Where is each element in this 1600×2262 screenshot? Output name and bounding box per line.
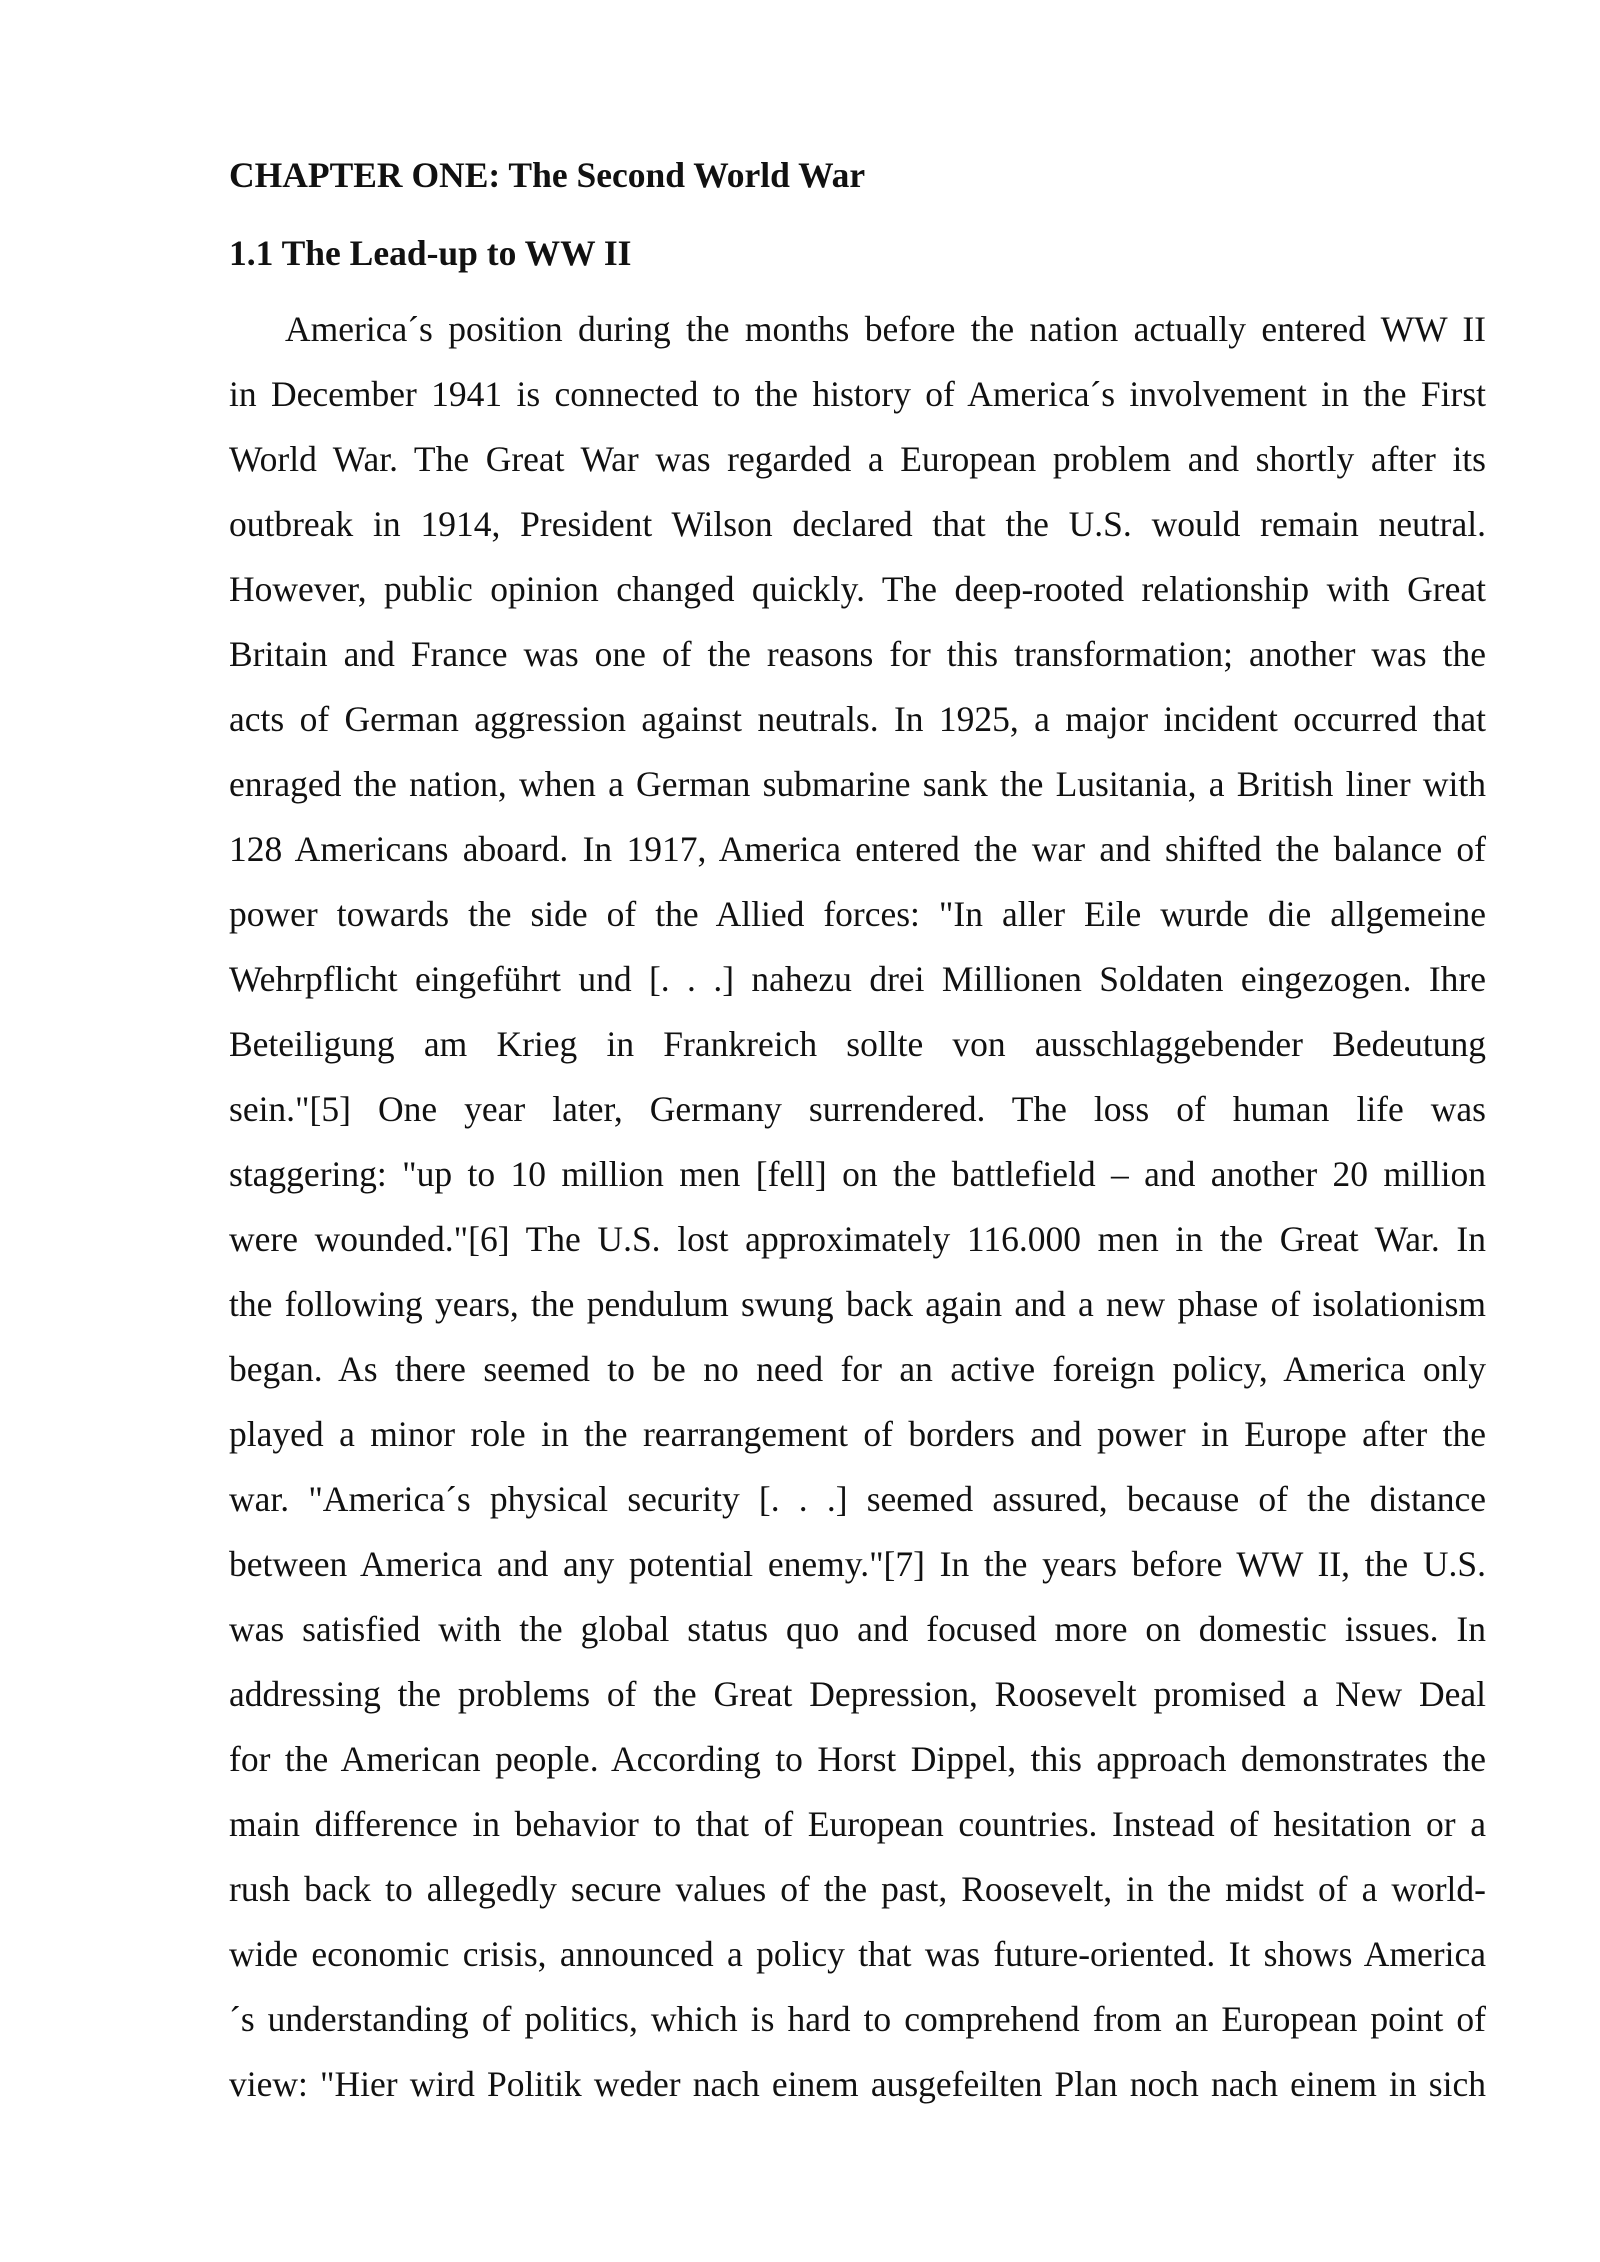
- body-line: sein."[5] One year later, Germany surrendered. The loss of human life was: [229, 1089, 1486, 1129]
- body-line: were wounded."[6] The U.S. lost approximately 116.000 men in the Great War. In: [229, 1219, 1486, 1259]
- body-line: Beteiligung am Krieg in Frankreich sollte von ausschlaggebender Bedeutung: [229, 1024, 1486, 1064]
- body-line: ´s understanding of politics, which is hard to comprehend from an European point of: [229, 1999, 1486, 2039]
- body-line: for the American people. According to Horst Dippel, this approach demonstrates the: [229, 1739, 1486, 1779]
- body-line: However, public opinion changed quickly. The deep-rooted relationship with Great: [229, 569, 1486, 609]
- body-line: wide economic crisis, announced a policy that was future-oriented. It shows America: [229, 1934, 1486, 1974]
- body-line: addressing the problems of the Great Depression, Roosevelt promised a New Deal: [229, 1674, 1486, 1714]
- body-line: World War. The Great War was regarded a European problem and shortly after its: [229, 439, 1486, 479]
- chapter-title: CHAPTER ONE: The Second World War: [229, 155, 866, 195]
- body-line: power towards the side of the Allied forces: "In aller Eile wurde die allgemeine: [229, 894, 1486, 934]
- body-line: was satisfied with the global status quo and focused more on domestic issues. In: [229, 1609, 1486, 1649]
- body-line: began. As there seemed to be no need for an active foreign policy, America only: [229, 1349, 1486, 1389]
- body-line: outbreak in 1914, President Wilson declared that the U.S. would remain neutral.: [229, 504, 1486, 544]
- body-line: between America and any potential enemy."[7] In the years before WW II, the U.S.: [229, 1544, 1486, 1584]
- section-title: 1.1 The Lead-up to WW II: [229, 233, 632, 273]
- body-line: staggering: "up to 10 million men [fell] on the battlefield – and another 20 million: [229, 1154, 1486, 1194]
- body-paragraph: [229, 304, 1486, 2124]
- body-line: acts of German aggression against neutrals. In 1925, a major incident occurred that: [229, 699, 1486, 739]
- body-line: played a minor role in the rearrangement of borders and power in Europe after the: [229, 1414, 1486, 1454]
- body-line: view: "Hier wird Politik weder nach einem ausgefeilten Plan noch nach einem in sich: [229, 2064, 1486, 2104]
- body-line: 128 Americans aboard. In 1917, America entered the war and shifted the balance of: [229, 829, 1486, 869]
- body-line: Britain and France was one of the reasons for this transformation; another was the: [229, 634, 1486, 674]
- body-line: enraged the nation, when a German submarine sank the Lusitania, a British liner with: [229, 764, 1486, 804]
- body-line: main difference in behavior to that of European countries. Instead of hesitation or a: [229, 1804, 1486, 1844]
- body-line: rush back to allegedly secure values of the past, Roosevelt, in the midst of a world-: [229, 1869, 1486, 1909]
- body-line: the following years, the pendulum swung back again and a new phase of isolationism: [229, 1284, 1486, 1324]
- body-line: Wehrpflicht eingeführt und [. . .] nahezu drei Millionen Soldaten eingezogen. Ihre: [229, 959, 1486, 999]
- body-line: war. "America´s physical security [. . .] seemed assured, because of the distance: [229, 1479, 1486, 1519]
- body-line: in December 1941 is connected to the history of America´s involvement in the First: [229, 374, 1486, 414]
- body-line: America´s position during the months before the nation actually entered WW II: [285, 309, 1486, 349]
